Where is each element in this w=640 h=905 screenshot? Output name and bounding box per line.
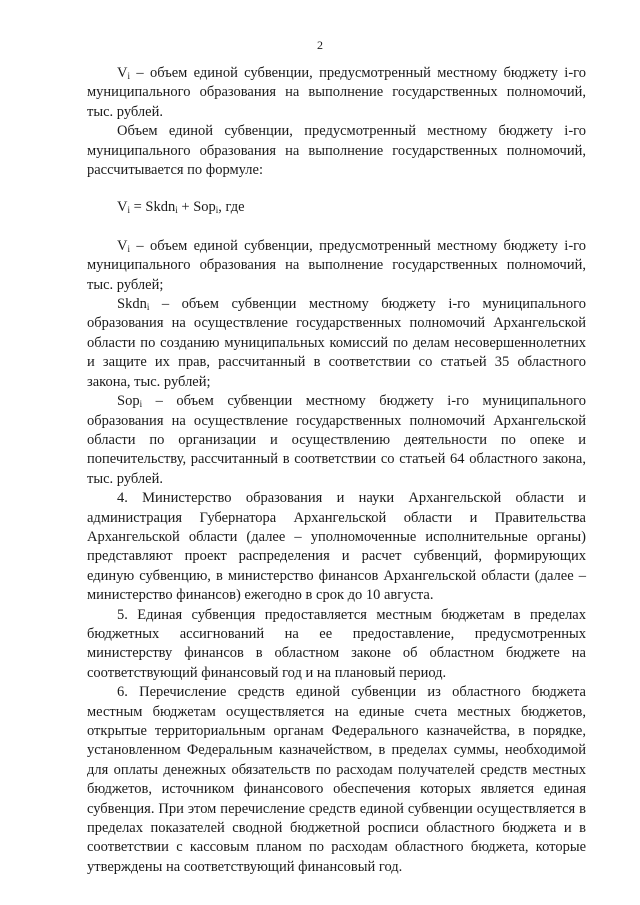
symbol-v: V <box>117 65 128 81</box>
formula-v: V <box>117 199 128 216</box>
formula-sop: + Sop <box>177 199 216 216</box>
subscript-i: i <box>146 302 150 313</box>
paragraph-sop-definition <box>87 392 586 489</box>
formula-v-subscript: i <box>127 205 130 216</box>
paragraph-text: – объем единой субвенции, предусмотренный местному бюджету i-го муниципального образования на выполнение государственных полномочий, тыс. рублей. <box>87 65 586 120</box>
paragraph-vi-definition-2 <box>87 237 586 295</box>
formula-where: , где <box>218 199 245 216</box>
paragraph-skdn-definition <box>87 295 586 392</box>
formula <box>87 198 586 217</box>
paragraph-text: – объем субвенции местному бюджету i-го муниципального образования на осуществление государственных полномочий Архангельской области по организации и осуществлению деятельности по опеке и попечительству, рассчитанный в соответствии со статьей 64 областного закона, тыс. рублей. <box>87 393 586 487</box>
formula-skdn: = Skdn <box>130 199 176 216</box>
paragraph-formula-intro: Объем единой субвенции, предусмотренный местному бюджету i-го муниципального образования на выполнение государственных полномочий, рассчитывается по формуле: <box>87 123 586 179</box>
document-body <box>87 64 586 877</box>
subscript-i: i <box>127 243 130 254</box>
formula-sop-subscript: i <box>215 205 219 216</box>
subscript-i: i <box>139 399 143 410</box>
paragraph-text: – объем единой субвенции, предусмотренный местному бюджету i-го муниципального образования на выполнение государственных полномочий, тыс. рублей; <box>87 237 586 293</box>
paragraph-text: – объем субвенции местному бюджету i-го муниципального образования на осуществление государственных полномочий Архангельской области по созданию муниципальных комиссий по делам несовершеннолетних и защите их прав, рассчитанный в соответствии со статьей 35 областного закона, тыс. рублей; <box>87 296 586 390</box>
subscript-i: i <box>127 71 130 81</box>
paragraph-item-4: 4. Министерство образования и науки Архангельской области и администрация Губернатора Архангельской области и Правительства Архангельской области (далее – уполномоченные исполнительные органы) представляют проект распределения и расчет субвенций, формирующих единую субвенцию, в министерство финансов Архангельской области (далее – министерство финансов) ежегодно в срок до 10 августа. <box>87 490 586 604</box>
symbol-sop: Sop <box>117 393 140 410</box>
page-number: 2 <box>317 38 323 52</box>
symbol-skdn: Skdn <box>117 296 147 313</box>
paragraph-item-6: 6. Перечисление средств единой субвенции из областного бюджета местным бюджетам осуществляется на единые счета местных бюджетов, открытые территориальным органам Федерального казначейства, в порядке, установленном Федеральным казначейством, в пределах суммы, необходимой для оплаты денежных обязательств по расходам получателей средств местных бюджетов, источником финансового обеспечения которых является единая субвенция. При этом перечисление средств единой субвенции осуществляется в пределах показателей сводной бюджетной росписи областного бюджета и в соответствии с кассовым планом по расходам областного бюджета, которые утверждены на соответствующий финансовый год. <box>87 684 586 875</box>
paragraph-vi-definition-1 <box>87 64 586 122</box>
symbol-v: V <box>117 237 128 254</box>
formula-skdn-subscript: i <box>175 205 178 216</box>
paragraph-item-5: 5. Единая субвенция предоставляется местным бюджетам в пределах бюджетных ассигнований на ее предоставление, предусмотренных министерству финансов в областном законе об областном бюджете на соответствующий финансовый год и на плановый период. <box>87 606 586 681</box>
